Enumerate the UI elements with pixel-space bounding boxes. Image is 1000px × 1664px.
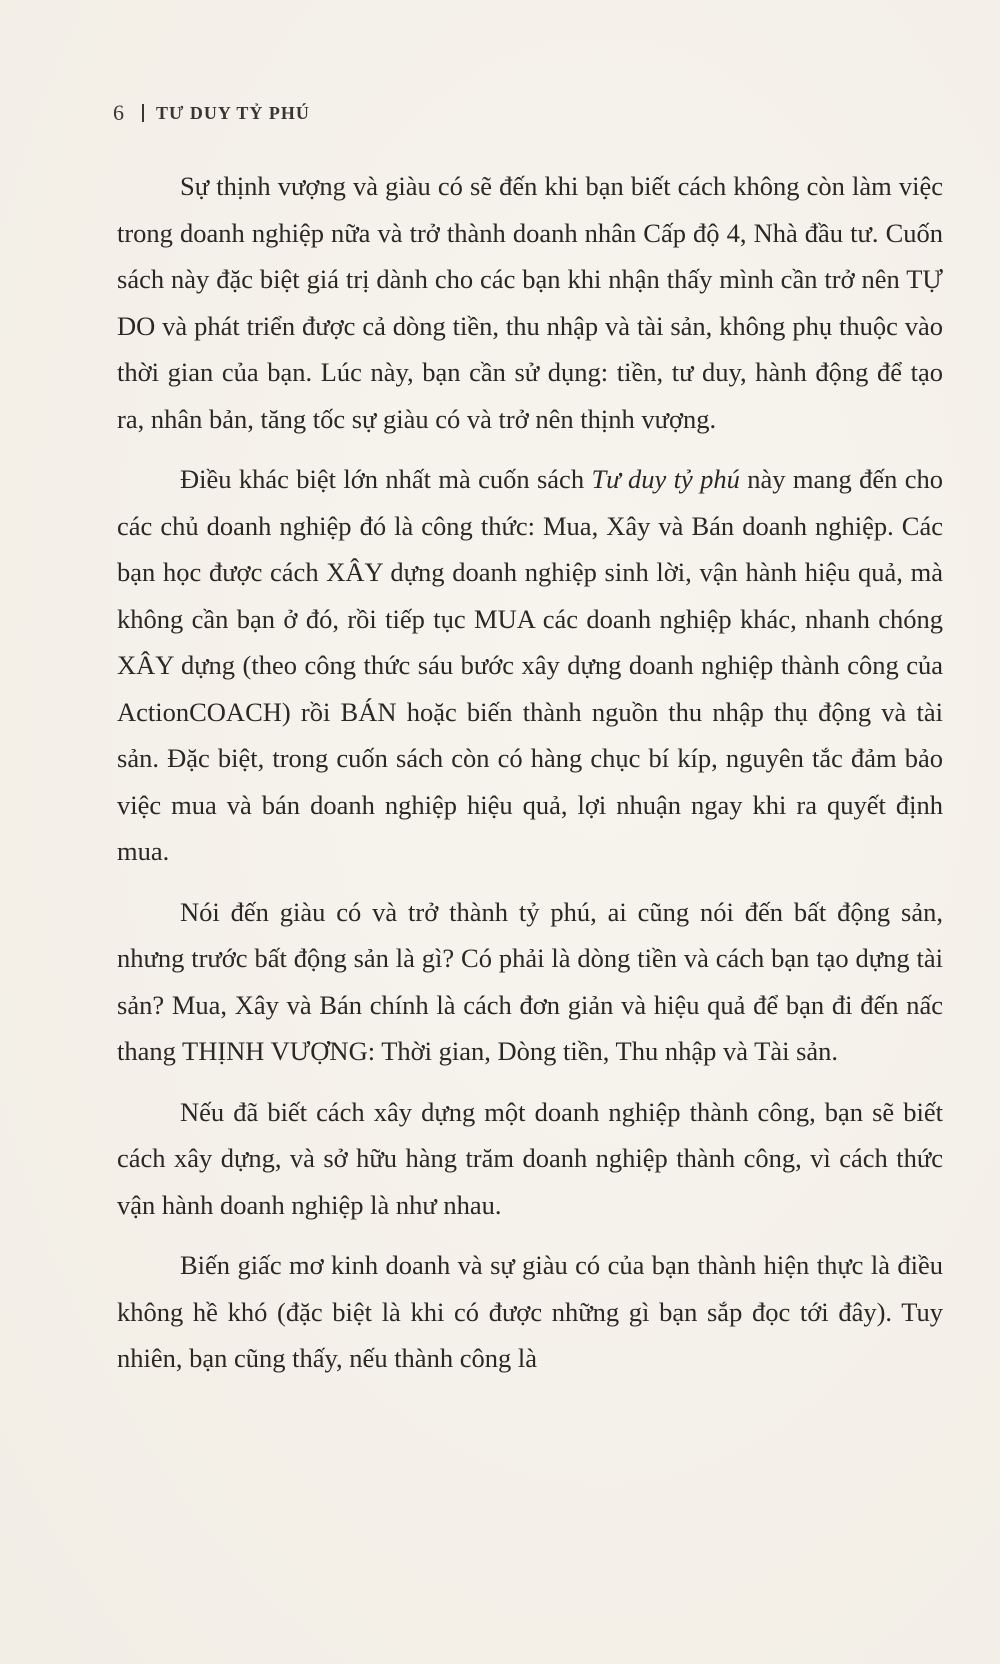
paragraph-3: Nói đến giàu có và trở thành tỷ phú, ai cũng nói đến bất động sản, nhưng trước bất động sản là gì? Có phải là dòng tiền và cách bạn tạo dựng tài sản? Mua, Xây và Bán chính là cách đơn giản và hiệu quả để bạn đi đến nấc thang THỊNH VƯỢNG: Thời gian, Dòng tiền, Thu nhập và Tài sản. (117, 896, 943, 1066)
running-head-separator (142, 104, 144, 122)
paragraph-1: Sự thịnh vượng và giàu có sẽ đến khi bạn biết cách không còn làm việc trong doanh nghiệp nữa và trở thành doanh nhân Cấp độ 4, Nhà đầu tư. Cuốn sách này đặc biệt giá trị dành cho các bạn khi nhận thấy mình cần trở nên TỰ DO và phát triển được cả dòng tiền, thu nhập và tài sản, không phụ thuộc vào thời gian của bạn. Lúc này, bạn cần sử dụng: tiền, tư duy, hành động để tạo ra, nhân bản, tăng tốc sự giàu có và trở nên thịnh vượng. (117, 171, 943, 434)
book-title-italic: Tư duy tỷ phú (591, 464, 740, 494)
paragraph-2-after: này mang đến cho các chủ doanh nghiệp đó là công thức: Mua, Xây và Bán doanh nghiệp. Các bạn học được cách XÂY dựng doanh nghiệp sinh lời, vận hành hiệu quả, mà không cần bạn ở đó, rồi tiếp tục MUA các doanh nghiệp khác, nhanh chóng XÂY dựng (theo công thức sáu bước xây dựng doanh nghiệp thành công của ActionCOACH) rồi BÁN hoặc biến thành nguồn thu nhập thụ động và tài sản. Đặc biệt, trong cuốn sách còn có hàng chục bí kíp, nguyên tắc đảm bảo việc mua và bán doanh nghiệp hiệu quả, lợi nhuận ngay khi ra quyết định mua. (117, 464, 944, 866)
paragraph-5: Biến giấc mơ kinh doanh và sự giàu có của bạn thành hiện thực là điều không hề khó (đặc biệt là khi có được những gì bạn sắp đọc tới đây). Tuy nhiên, bạn cũng thấy, nếu thành công là (117, 1250, 943, 1373)
paragraph-2-before: Điều khác biệt lớn nhất mà cuốn sách (180, 464, 592, 494)
page-number: 6 (113, 100, 124, 125)
running-head-title: TƯ DUY TỶ PHÚ (156, 102, 310, 123)
running-head (113, 98, 310, 128)
body-text (117, 163, 943, 1396)
paragraph-2 (117, 456, 943, 875)
paragraph-4: Nếu đã biết cách xây dựng một doanh nghiệp thành công, bạn sẽ biết cách xây dựng, và sở hữu hàng trăm doanh nghiệp thành công, vì cách thức vận hành doanh nghiệp là như nhau. (117, 1096, 943, 1220)
